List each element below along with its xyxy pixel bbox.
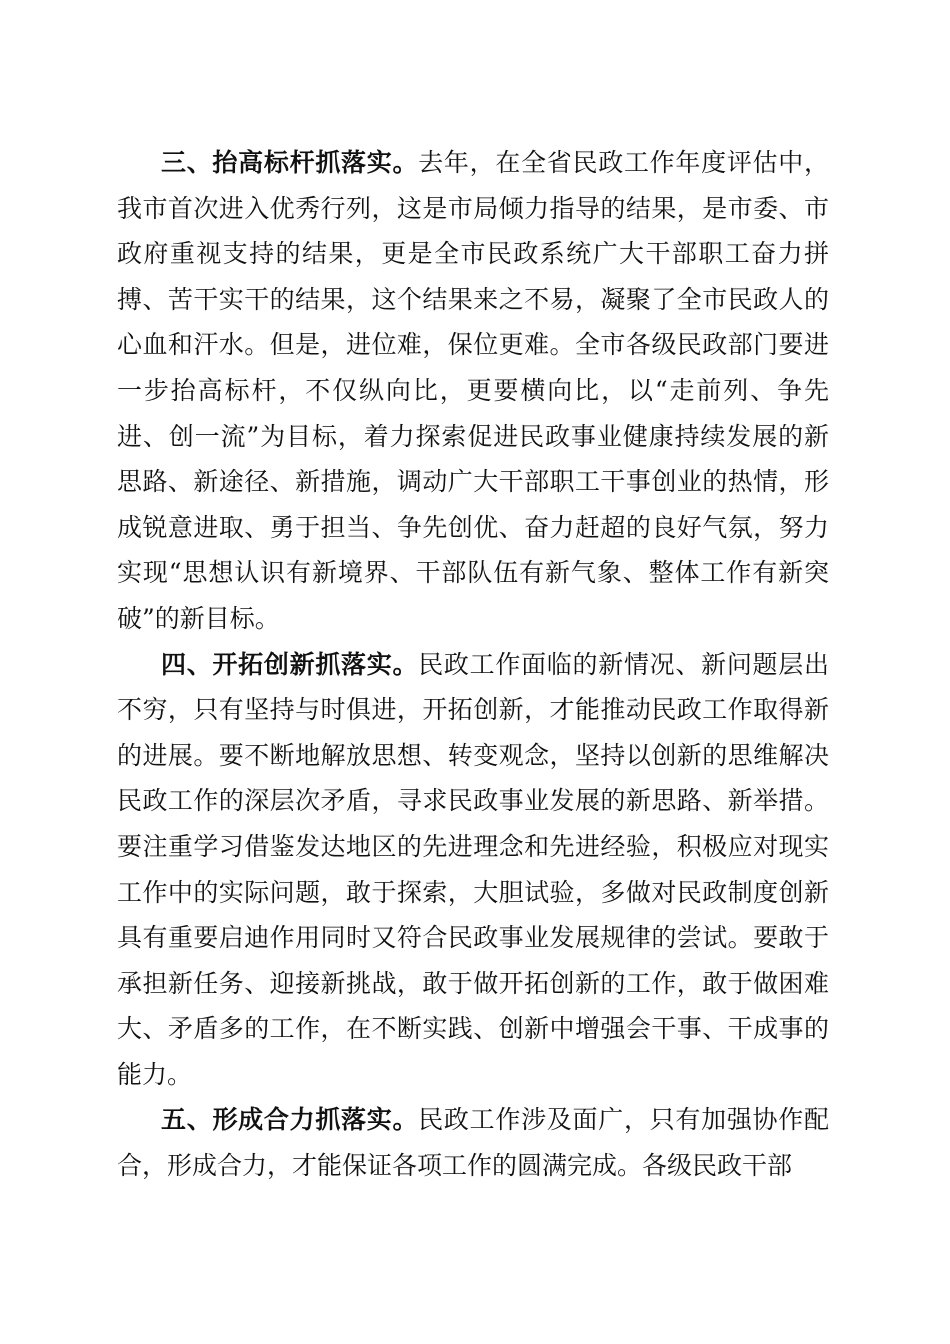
paragraph-5 bbox=[117, 1097, 829, 1188]
paragraph-heading: 三、抬高标杆抓落实。 bbox=[161, 148, 419, 177]
paragraph-text: 民政工作涉及面广，只有加强协作配合，形成合力，才能保证各项工作的圆满完成。各级民政干部 bbox=[117, 1105, 829, 1181]
paragraph-heading: 四、开拓创新抓落实。 bbox=[161, 649, 419, 679]
paragraph-3 bbox=[117, 140, 829, 642]
document-body bbox=[117, 140, 829, 1189]
paragraph-text: 去年，在全省民政工作年度评估中，我市首次进入优秀行列，这是市局倾力指导的结果，是市委、市政府重视支持的结果，更是全市民政系统广大干部职工奋力拼搏、苦干实干的结果，这个结果来之不易，凝聚了全市民政人的心血和汗水。但是，进位难，保位更难。全市各级民政部门要进一步抬高标杆，不仅纵向比，更要横向比，以“走前列、争先进、创一流”为目标，着力探索促进民政事业健康持续发展的新思路、新途径、新措施，调动广大干部职工干事创业的热情，形成锐意进取、勇于担当、争先创优、奋力赶超的良好气氛，努力实现“思想认识有新境界、干部队伍有新气象、整体工作有新突破”的新目标。 bbox=[117, 148, 829, 633]
paragraph-4 bbox=[117, 642, 829, 1098]
paragraph-heading: 五、形成合力抓落实。 bbox=[161, 1105, 419, 1135]
paragraph-text: 民政工作面临的新情况、新问题层出不穷，只有坚持与时俱进，开拓创新，才能推动民政工作取得新的进展。要不断地解放思想、转变观念，坚持以创新的思维解决民政工作的深层次矛盾，寻求民政事业发展的新思路、新举措。要注重学习借鉴发达地区的先进理念和先进经验，积极应对现实工作中的实际问题，敢于探索，大胆试验，多做对民政制度创新具有重要启迪作用同时又符合民政事业发展规律的尝试。要敢于承担新任务、迎接新挑战，敢于做开拓创新的工作，敢于做困难大、矛盾多的工作，在不断实践、创新中增强会干事、干成事的能力。 bbox=[117, 649, 829, 1089]
